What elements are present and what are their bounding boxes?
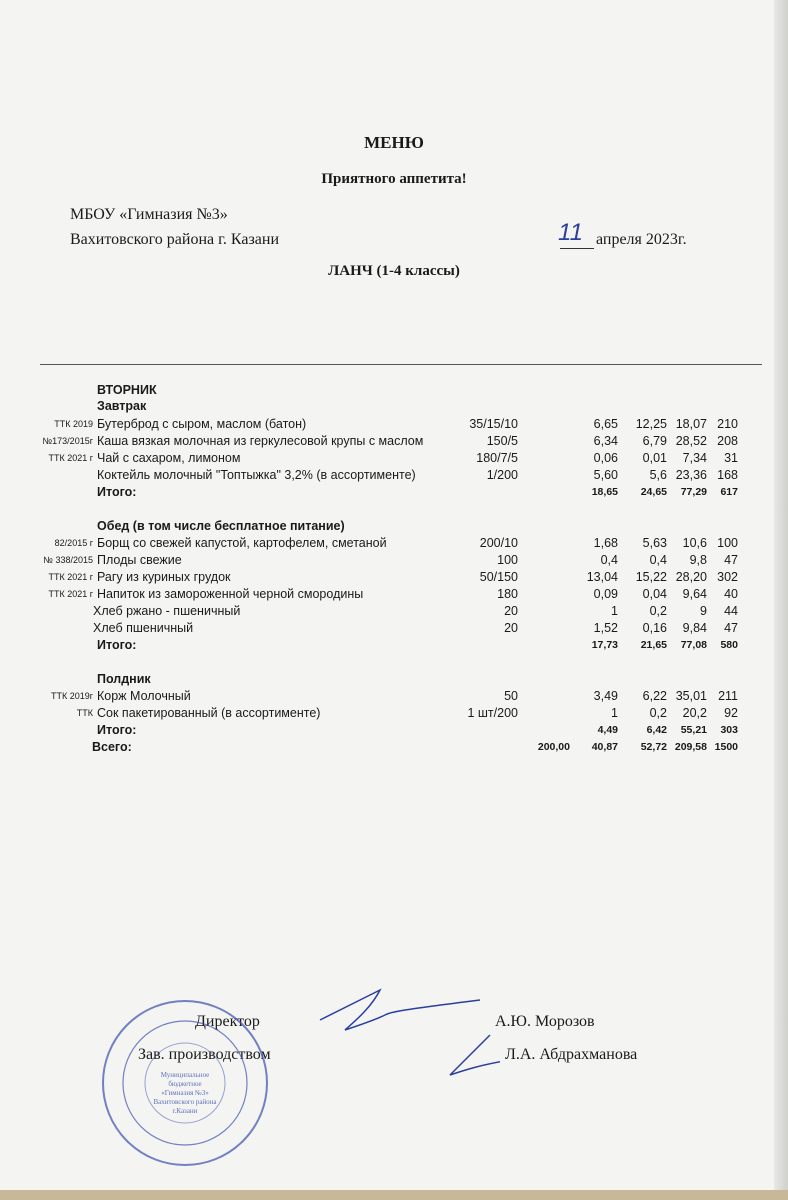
item-calories: 303	[720, 724, 738, 736]
director-signature	[300, 970, 500, 1080]
item-carbs: 28,20	[675, 570, 707, 584]
item-name: Борщ со свежей капустой, картофелем, сметаной	[97, 536, 387, 550]
item-calories: 210	[717, 417, 738, 431]
item-weight: 1/200	[486, 468, 518, 482]
item-protein: 4,49	[597, 724, 618, 736]
table-row	[0, 705, 788, 722]
item-weight: 20	[504, 621, 518, 635]
production-label: Зав. производством	[138, 1046, 271, 1063]
item-protein: 17,73	[591, 639, 618, 651]
item-protein: 1,68	[593, 536, 618, 550]
org-district: Вахитовского района г. Казани	[70, 231, 279, 248]
item-fat: 12,25	[635, 417, 667, 431]
item-name: Хлеб пшеничный	[93, 621, 194, 635]
item-protein: 40,87	[591, 741, 618, 753]
item-protein: 5,60	[593, 468, 618, 482]
table-row	[0, 433, 788, 450]
table-row	[0, 620, 788, 637]
item-protein: 0,06	[593, 451, 618, 465]
date	[558, 221, 583, 248]
item-fat: 5,63	[642, 536, 667, 550]
item-carbs: 9,64	[682, 587, 707, 601]
item-weight: 20	[504, 604, 518, 618]
item-protein: 1	[611, 706, 618, 720]
item-calories: 40	[724, 587, 738, 601]
production-name: Л.А. Абдрахманова	[505, 1046, 638, 1063]
item-name: Итого:	[97, 638, 137, 652]
item-calories: 580	[720, 639, 738, 651]
item-carbs: 9,84	[682, 621, 707, 635]
svg-text:«Гимназия №3»: «Гимназия №3»	[161, 1089, 209, 1097]
item-code: №173/2015г	[42, 436, 93, 446]
item-fat: 0,4	[649, 553, 667, 567]
item-carbs: 28,52	[675, 434, 707, 448]
document-subtitle: Приятного аппетита!	[321, 171, 467, 187]
svg-text:бюджетное: бюджетное	[168, 1080, 202, 1088]
table-row	[0, 739, 788, 756]
item-protein: 1,52	[593, 621, 618, 635]
item-name: Чай с сахаром, лимоном	[97, 451, 241, 465]
item-code: ТТК 2021 г	[48, 589, 93, 599]
item-code: ТТК 2021 г	[48, 453, 93, 463]
item-calories: 47	[724, 621, 738, 635]
item-code: ТТК 2021 г	[48, 572, 93, 582]
item-fat: 6,42	[646, 724, 667, 736]
item-weight: 150/5	[486, 434, 518, 448]
table-row	[0, 501, 788, 518]
item-carbs: 35,01	[675, 689, 707, 703]
date-underline	[560, 248, 594, 249]
item-weight: 35/15/10	[469, 417, 518, 431]
table-row	[0, 671, 788, 688]
item-fat: 5,6	[649, 468, 667, 482]
table-row	[0, 484, 788, 501]
item-fat: 0,16	[642, 621, 667, 635]
item-fat: 21,65	[640, 639, 667, 651]
item-fat: 15,22	[635, 570, 667, 584]
item-code: № 338/2015	[43, 555, 93, 565]
item-name: Завтрак	[97, 399, 147, 413]
item-weight: 100	[497, 553, 518, 567]
item-code: ТТК	[76, 708, 93, 718]
item-carbs: 10,6	[682, 536, 707, 550]
table-row	[0, 586, 788, 603]
item-name: Хлеб ржано - пшеничный	[93, 604, 241, 618]
item-weight: 180	[497, 587, 518, 601]
meal-title: ЛАНЧ (1-4 классы)	[328, 263, 460, 279]
item-name: Рагу из куриных грудок	[97, 570, 231, 584]
item-code: 82/2015 г	[54, 538, 93, 548]
item-calories: 100	[717, 536, 738, 550]
item-calories: 302	[717, 570, 738, 584]
document-title: МЕНЮ	[364, 133, 424, 152]
item-fat: 6,79	[642, 434, 667, 448]
item-calories: 92	[724, 706, 738, 720]
item-name: Корж Молочный	[97, 689, 191, 703]
item-code: ТТК 2019г	[50, 691, 93, 701]
divider	[40, 364, 762, 365]
item-weight: 180/7/5	[476, 451, 518, 465]
item-fat: 0,01	[642, 451, 667, 465]
table-row	[0, 398, 788, 415]
item-carbs: 9	[700, 604, 707, 618]
item-name: Плоды свежие	[97, 553, 182, 567]
item-weight: 50/150	[479, 570, 518, 584]
item-fat: 0,2	[649, 706, 667, 720]
item-name: Итого:	[97, 723, 137, 737]
date-day: 11	[558, 219, 583, 246]
director-label: Директор	[195, 1013, 260, 1030]
item-calories: 211	[718, 689, 738, 703]
svg-text:г.Казани: г.Казани	[172, 1107, 198, 1115]
item-carbs: 55,21	[680, 724, 707, 736]
item-calories: 1500	[714, 741, 738, 753]
org-name: МБОУ «Гимназия №3»	[70, 206, 228, 223]
item-code: ТТК 2019	[54, 419, 93, 429]
item-protein: 13,04	[586, 570, 618, 584]
item-protein: 18,65	[591, 486, 618, 498]
item-protein: 3,49	[593, 689, 618, 703]
item-calories: 44	[724, 604, 738, 618]
director-name: А.Ю. Морозов	[495, 1013, 595, 1030]
item-fat: 0,2	[649, 604, 667, 618]
item-calories: 47	[724, 553, 738, 567]
table-row	[0, 722, 788, 739]
table-row	[0, 535, 788, 552]
table-row	[0, 569, 788, 586]
item-carbs: 77,08	[680, 639, 707, 651]
table-row	[0, 467, 788, 484]
item-name: Напиток из замороженной черной смородины	[97, 587, 364, 601]
item-protein: 6,34	[593, 434, 618, 448]
item-carbs: 23,36	[675, 468, 707, 482]
table-row	[0, 688, 788, 705]
table-row	[0, 552, 788, 569]
item-calories: 208	[717, 434, 738, 448]
item-fat: 52,72	[640, 741, 667, 753]
svg-text:Муниципальное: Муниципальное	[160, 1071, 210, 1079]
item-protein: 0,09	[593, 587, 618, 601]
table-row	[0, 637, 788, 654]
table-row	[0, 450, 788, 467]
item-calories: 31	[724, 451, 738, 465]
table-row	[0, 603, 788, 620]
item-weight: 200/10	[479, 536, 518, 550]
item-name: Каша вязкая молочная из геркулесовой крупы с маслом	[97, 434, 424, 448]
item-protein: 0,4	[600, 553, 618, 567]
item-carbs: 7,34	[682, 451, 707, 465]
item-calories: 617	[720, 486, 738, 498]
item-carbs: 9,8	[689, 553, 707, 567]
item-name: Бутерброд с сыром, маслом (батон)	[97, 417, 307, 431]
item-carbs: 209,58	[674, 741, 707, 753]
table-surface	[0, 1190, 788, 1200]
table-row	[0, 518, 788, 535]
official-stamp	[100, 995, 270, 1170]
table-row	[0, 654, 788, 671]
item-weight: 50	[504, 689, 518, 703]
item-carbs: 20,2	[682, 706, 707, 720]
table-row	[0, 382, 788, 399]
svg-text:Вахитовского района: Вахитовского района	[153, 1098, 217, 1106]
table-row	[0, 416, 788, 433]
item-carbs: 18,07	[675, 417, 707, 431]
date-rest: апреля 2023г.	[596, 231, 687, 248]
item-weight: 200,00	[537, 741, 570, 753]
item-protein: 6,65	[593, 417, 618, 431]
item-fat: 24,65	[640, 486, 667, 498]
item-protein: 1	[611, 604, 618, 618]
item-name: ВТОРНИК	[97, 383, 157, 397]
item-calories: 168	[717, 468, 738, 482]
item-name: Итого:	[97, 485, 137, 499]
item-name: Сок пакетированный (в ассортименте)	[97, 706, 321, 720]
item-name: Обед (в том числе бесплатное питание)	[97, 519, 345, 533]
item-name: Коктейль молочный "Топтыжка" 3,2% (в ассортименте)	[97, 468, 416, 482]
item-fat: 6,22	[642, 689, 667, 703]
item-name: Полдник	[97, 672, 151, 686]
item-weight: 1 шт/200	[467, 706, 518, 720]
item-name: Всего:	[92, 740, 132, 754]
item-carbs: 77,29	[680, 486, 707, 498]
item-fat: 0,04	[642, 587, 667, 601]
